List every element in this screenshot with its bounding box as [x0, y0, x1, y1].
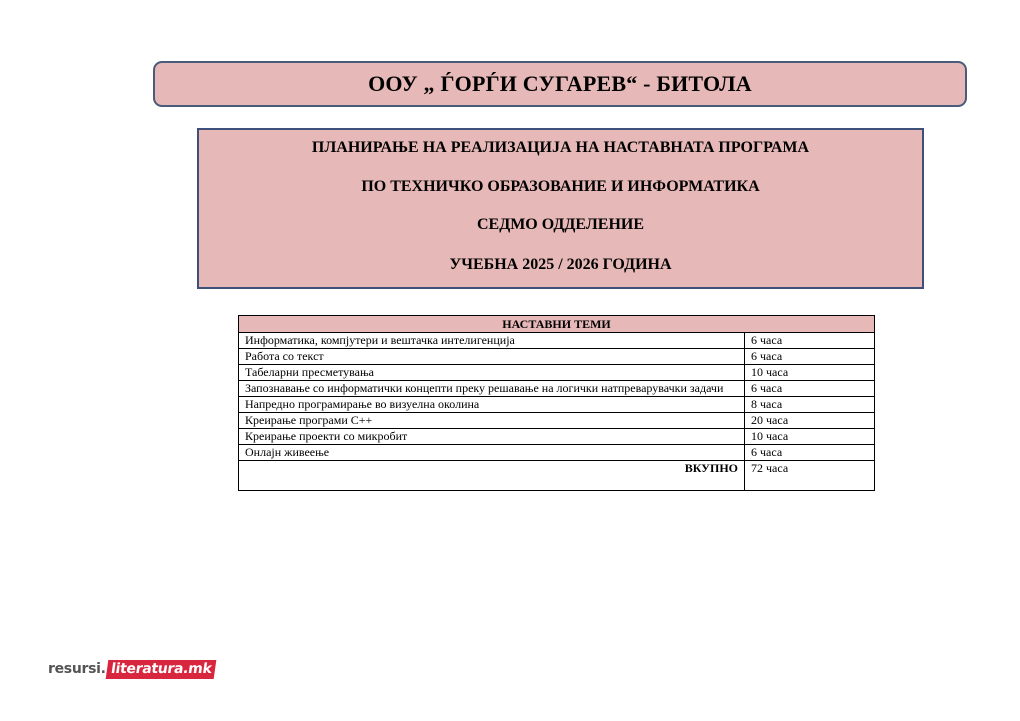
topic-cell: Креирање програми C++ — [239, 413, 745, 429]
plan-title-line-1: ПЛАНИРАЊЕ НА РЕАЛИЗАЦИЈА НА НАСТАВНАТА ПРОГРАМА — [311, 139, 810, 156]
topic-cell: Креирање проекти со микробит — [239, 429, 745, 445]
site-logo — [48, 658, 215, 680]
plan-title-box — [197, 128, 924, 289]
table-row — [239, 349, 875, 365]
total-hours: 72 часа — [745, 461, 875, 491]
school-title-box — [153, 61, 967, 107]
topic-cell: Табеларни пресметувања — [239, 365, 745, 381]
hours-cell: 6 часа — [745, 381, 875, 397]
topic-cell: Напредно програмирање во визуелна околина — [239, 397, 745, 413]
school-title: ООУ „ ЃОРЃИ СУГАРЕВ“ - БИТОЛА — [368, 71, 752, 96]
table-row — [239, 365, 875, 381]
hours-cell: 10 часа — [745, 365, 875, 381]
topic-cell: Работа со текст — [239, 349, 745, 365]
hours-cell: 6 часа — [745, 349, 875, 365]
logo-prefix: resursi. — [48, 661, 106, 677]
plan-title-line-3: СЕДМО ОДДЕЛЕНИЕ — [476, 216, 645, 233]
table-header: НАСТАВНИ ТЕМИ — [239, 316, 875, 333]
plan-title-line-4: УЧЕБНА 2025 / 2026 ГОДИНА — [449, 256, 672, 273]
total-row — [239, 461, 875, 491]
topics-table — [238, 315, 875, 491]
hours-cell: 10 часа — [745, 429, 875, 445]
topic-cell: Информатика, компјутери и вештачка интелигенција — [239, 333, 745, 349]
table-row — [239, 445, 875, 461]
hours-cell: 6 часа — [745, 445, 875, 461]
hours-cell: 20 часа — [745, 413, 875, 429]
hours-cell: 6 часа — [745, 333, 875, 349]
total-label: ВКУПНО — [239, 461, 745, 491]
topic-cell: Онлајн живеење — [239, 445, 745, 461]
table-row — [239, 381, 875, 397]
table-row — [239, 333, 875, 349]
plan-title-line-2: ПО ТЕХНИЧКО ОБРАЗОВАНИЕ И ИНФОРМАТИКА — [361, 178, 760, 195]
table-row — [239, 429, 875, 445]
table-row — [239, 397, 875, 413]
table-header-row — [239, 316, 875, 333]
table-row — [239, 413, 875, 429]
logo-brand: literatura.mk — [105, 660, 216, 679]
hours-cell: 8 часа — [745, 397, 875, 413]
topic-cell: Запознавање со информатички концепти преку решавање на логички натпреварувачки задачи — [239, 381, 745, 397]
